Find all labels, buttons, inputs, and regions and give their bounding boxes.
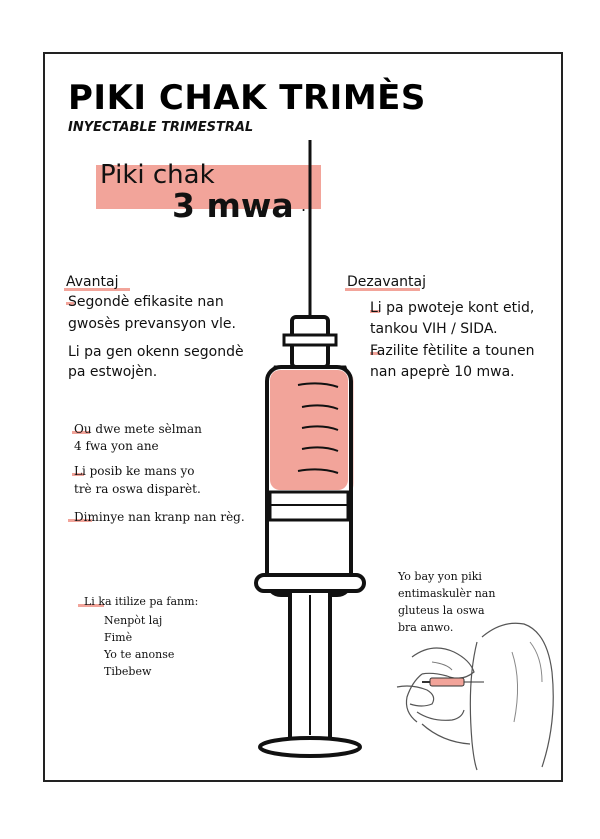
usage-heading: Li ka itilize pa fanm:: [84, 595, 199, 608]
page-title: PIKI CHAK TRIMÈS: [68, 78, 426, 118]
injection-note-line: bra anwo.: [398, 621, 454, 634]
flange: [256, 575, 364, 591]
avantaj-item-1-line-1: Segondè efikasite nan: [68, 294, 224, 310]
dezavantaj-item-2-line-1: Fazilite fètilite a tounen: [370, 343, 535, 359]
usage-item: Tibebew: [104, 665, 152, 678]
injection-note-line: Yo bay yon piki: [398, 570, 482, 583]
dezavantaj-item-1-line-1: Li pa pwoteje kont etid,: [370, 300, 535, 316]
note-1-line-2: 4 fwa yon ane: [74, 439, 159, 453]
avantaj-item-2-line-2: pa estwojèn.: [68, 364, 158, 380]
avantaj-item-1-line-2: gwosès prevansyon vle.: [68, 316, 236, 332]
highlight-line1: Piki chak: [100, 160, 215, 190]
note-2-line-1: Li posib ke mans yo: [74, 464, 195, 478]
note-1-line-1: Ou dwe mete sèlman: [74, 422, 202, 436]
hub-ring: [284, 335, 336, 345]
usage-item: Fimè: [104, 631, 133, 644]
injection-note-line: entimaskulèr nan: [398, 587, 496, 600]
usage-item: Yo te anonse: [104, 648, 175, 661]
usage-item: Nenpòt laj: [104, 614, 163, 627]
injection-note-line: gluteus la oswa: [398, 604, 485, 617]
dezavantaj-item-2-line-2: nan apeprè 10 mwa.: [370, 364, 515, 380]
dezavantaj-item-1-line-2: tankou VIH / SIDA.: [370, 321, 498, 337]
arm-injection-icon: [392, 612, 562, 772]
page-subtitle: INYECTABLE TRIMESTRAL: [68, 120, 254, 135]
avantaj-item-2-line-1: Li pa gen okenn segondè: [68, 344, 244, 360]
highlight-line2: 3 mwa: [172, 186, 294, 225]
dezavantaj-heading: Dezavantaj: [347, 274, 427, 290]
highlight-period: .: [301, 196, 307, 215]
note-3-line-1: Diminye nan kranp nan règ.: [74, 510, 245, 524]
syringe-icon: [240, 135, 380, 765]
thumb-press: [260, 738, 360, 756]
avantaj-heading: Avantaj: [66, 274, 119, 290]
note-2-line-2: trè ra oswa disparèt.: [74, 482, 201, 496]
